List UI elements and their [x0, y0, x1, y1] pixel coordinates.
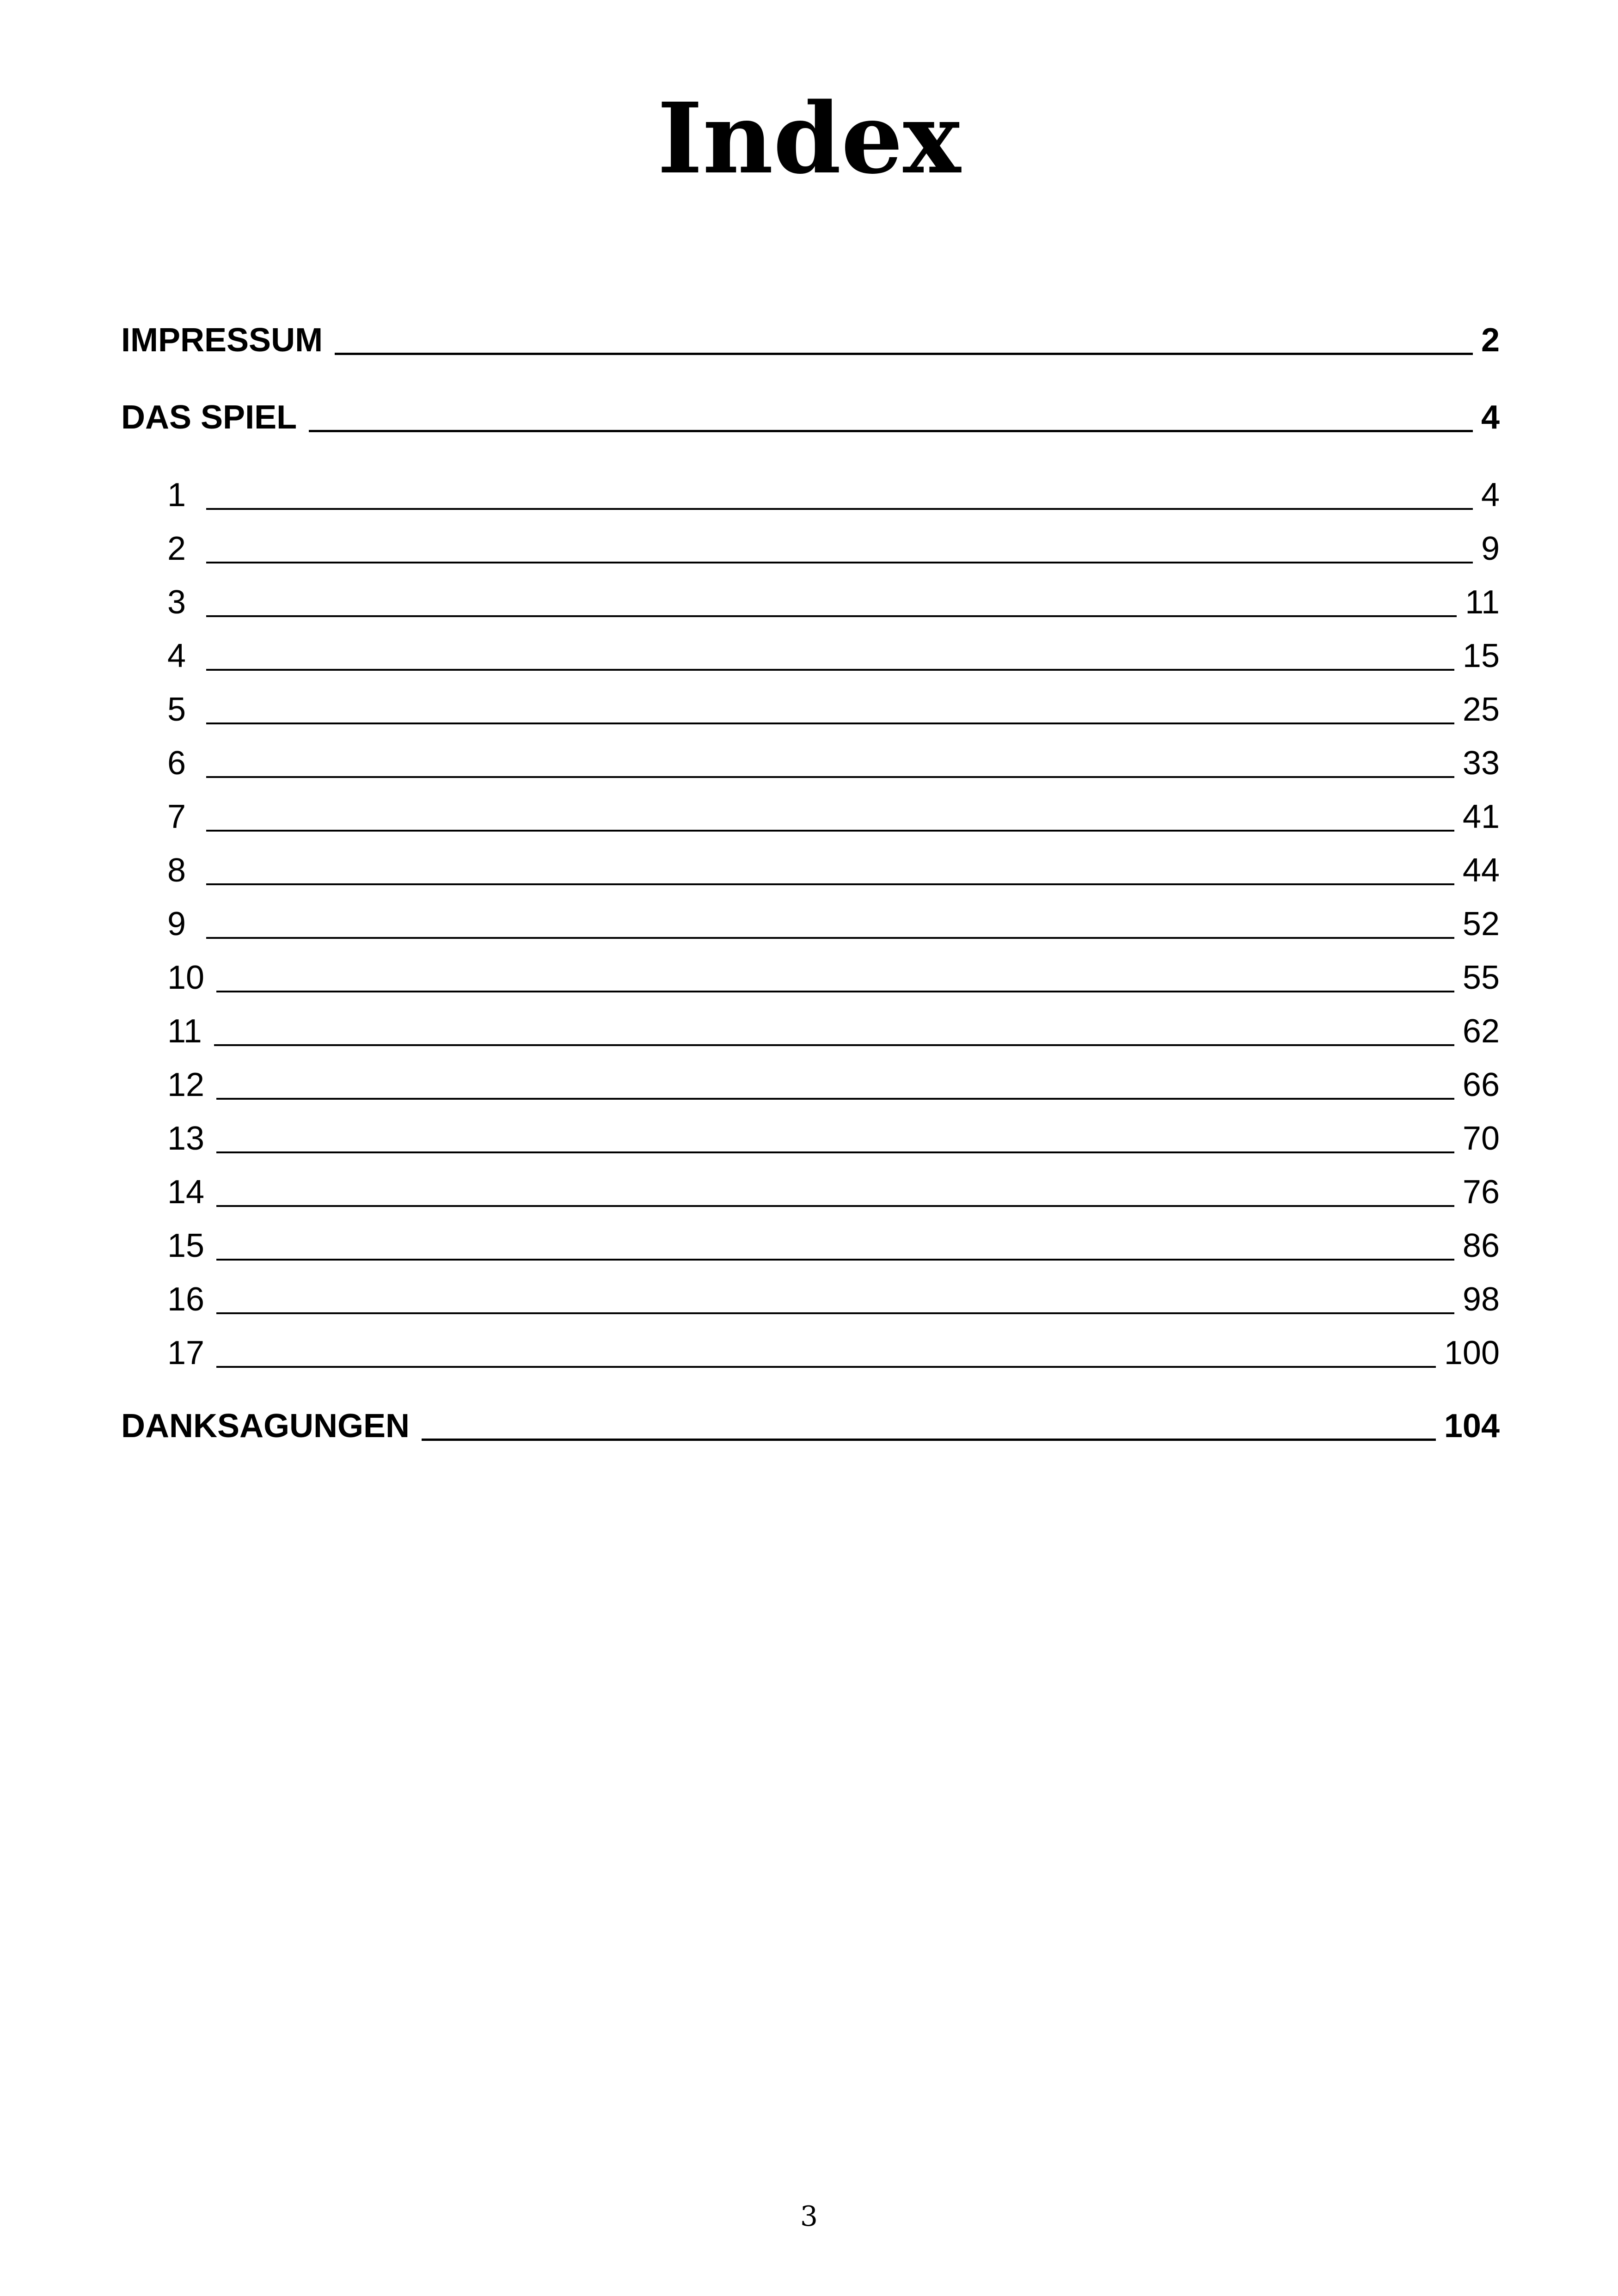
toc-leader-line [216, 1366, 1436, 1368]
toc-chapter-label: 11 [167, 1013, 202, 1050]
toc-chapter-page: 11 [1465, 584, 1500, 621]
toc-leader-line [206, 830, 1454, 832]
toc-entry-das-spiel[interactable] [121, 392, 1500, 443]
toc-chapter-7[interactable] [121, 790, 1500, 844]
toc-chapter-label: 2 [167, 530, 186, 567]
toc-leader-line [206, 508, 1473, 510]
toc-chapter-page: 41 [1462, 798, 1500, 835]
toc-leader-line [206, 776, 1454, 778]
toc-chapter-label: 4 [167, 637, 186, 674]
toc-leader-line [206, 562, 1473, 563]
toc-chapter-page: 70 [1462, 1120, 1500, 1157]
toc-entry-label: DAS SPIEL [121, 399, 297, 436]
toc-leader-line [216, 1259, 1454, 1261]
toc-chapter-page: 76 [1462, 1174, 1500, 1211]
toc-chapter-page: 55 [1462, 959, 1500, 996]
toc-chapter-page: 9 [1481, 530, 1500, 567]
toc-leader-line [214, 1044, 1454, 1046]
toc-chapter-label: 8 [167, 852, 186, 889]
toc-leader-line [309, 430, 1473, 432]
toc-chapter-page: 4 [1481, 477, 1500, 514]
toc-leader-line [206, 615, 1457, 617]
toc-chapter-page: 52 [1462, 906, 1500, 943]
toc-entry-label: DANKSAGUNGEN [121, 1408, 410, 1445]
toc-chapter-4[interactable] [121, 629, 1500, 683]
toc-chapter-page: 66 [1462, 1066, 1500, 1103]
toc-chapter-3[interactable] [121, 576, 1500, 629]
toc-chapter-label: 13 [167, 1120, 205, 1157]
toc-chapter-label: 9 [167, 906, 186, 943]
toc-chapter-15[interactable] [121, 1219, 1500, 1273]
toc-chapter-label: 12 [167, 1066, 205, 1103]
toc-leader-line [216, 1312, 1454, 1314]
toc-chapter-page: 86 [1462, 1227, 1500, 1264]
toc-chapter-label: 3 [167, 584, 186, 621]
toc-leader-line [335, 353, 1473, 355]
toc-leader-line [206, 937, 1454, 939]
page-title: Index [657, 81, 961, 196]
toc-entry-label: IMPRESSUM [121, 322, 323, 359]
toc-chapter-page: 100 [1444, 1335, 1500, 1371]
toc-chapter-label: 6 [167, 745, 186, 782]
toc-chapter-page: 33 [1462, 745, 1500, 782]
toc-entry-page: 4 [1481, 399, 1500, 436]
toc-entry-impressum[interactable] [121, 314, 1500, 366]
toc-chapter-8[interactable] [121, 844, 1500, 897]
toc-leader-line [216, 991, 1454, 992]
toc-entry-page: 2 [1481, 322, 1500, 359]
toc-entry-danksagungen[interactable] [121, 1400, 1500, 1452]
toc-chapter-14[interactable] [121, 1165, 1500, 1219]
toc-chapter-label: 10 [167, 959, 205, 996]
toc-chapter-13[interactable] [121, 1112, 1500, 1165]
toc-chapter-label: 15 [167, 1227, 205, 1264]
toc-chapter-page: 25 [1462, 691, 1500, 728]
toc-chapter-11[interactable] [121, 1004, 1500, 1058]
toc-entry-page: 104 [1444, 1408, 1500, 1445]
toc-chapter-10[interactable] [121, 951, 1500, 1004]
toc-leader-line [206, 669, 1454, 671]
toc-chapter-page: 44 [1462, 852, 1500, 889]
toc-chapter-page: 98 [1462, 1281, 1500, 1318]
toc-chapter-label: 14 [167, 1174, 205, 1211]
toc-chapter-1[interactable] [121, 468, 1500, 522]
toc-leader-line [216, 1151, 1454, 1153]
toc-chapter-12[interactable] [121, 1058, 1500, 1112]
toc-chapter-label: 16 [167, 1281, 205, 1318]
toc-chapter-label: 1 [167, 477, 186, 514]
toc-chapter-page: 15 [1462, 637, 1500, 674]
toc-leader-line [422, 1439, 1436, 1441]
toc-chapter-2[interactable] [121, 522, 1500, 576]
toc-chapter-label: 5 [167, 691, 186, 728]
toc-chapter-17[interactable] [121, 1326, 1500, 1380]
page-number: 3 [800, 2200, 818, 2233]
toc-chapter-5[interactable] [121, 683, 1500, 736]
toc-chapter-16[interactable] [121, 1273, 1500, 1326]
toc-chapter-page: 62 [1462, 1013, 1500, 1050]
toc-leader-line [216, 1098, 1454, 1100]
toc-chapter-9[interactable] [121, 897, 1500, 951]
toc-leader-line [206, 883, 1454, 885]
toc-leader-line [206, 722, 1454, 724]
toc-chapter-6[interactable] [121, 736, 1500, 790]
toc-leader-line [216, 1205, 1454, 1207]
toc-chapter-label: 7 [167, 798, 186, 835]
toc-chapter-label: 17 [167, 1335, 205, 1371]
table-of-contents [121, 314, 1500, 1452]
